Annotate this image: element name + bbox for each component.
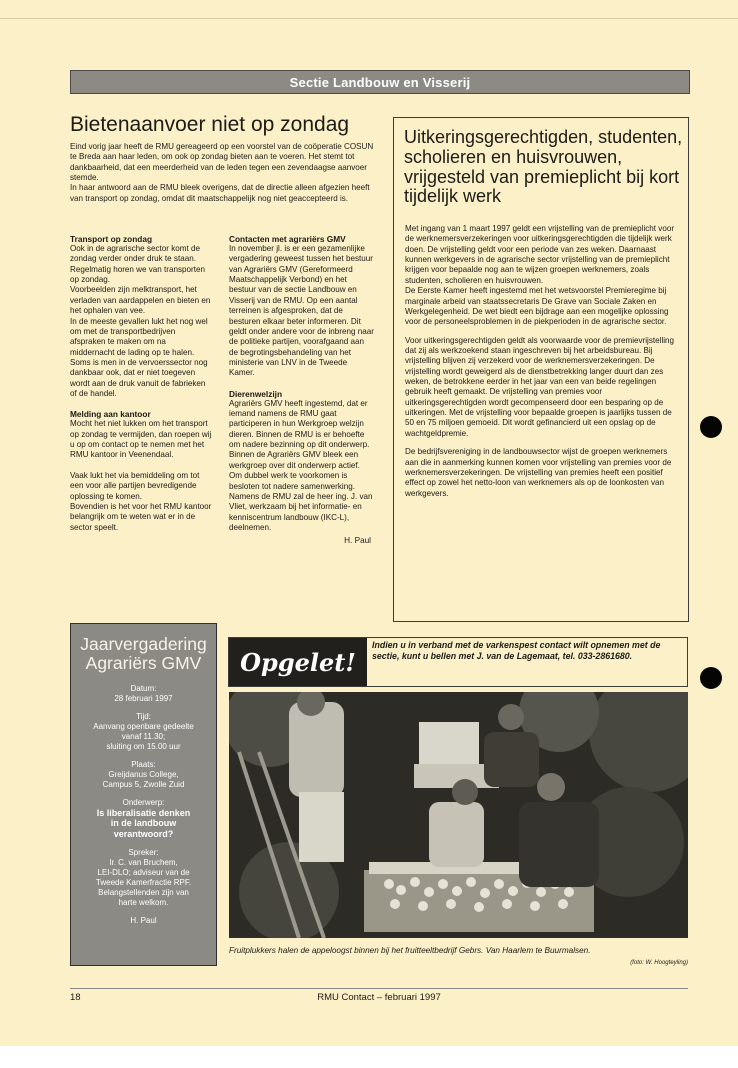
meeting-speaker: Ir. C. van Bruchem, LEI-DLO; adviseur van de Tweede Kamerfractie RPF. Belangstellenden zijn van harte welkom.: [95, 858, 192, 908]
paragraph: Ook in de agrarische sector komt de zondag verder onder druk te staan. Regelmatig horen we van transporten op zondag. Voorbeelden zijn melktransport, het verladen van aardappelen en bieten en het ophalen van vee. In de meeste gevallen lukt het nog wel om met de transportbedrijven afspraken te maken om na middernacht de lading op te halen. Soms is men in de vervoerssector nog dankbaar ook, dat er niet toegeven wordt aan de druk vanuit de fabrieken of de handel.: [70, 244, 211, 399]
paragraph: Met ingang van 1 maart 1997 geldt een vrijstelling van de premieplicht voor de werknemersverzekeringen voor uitkeringsgerechtigden die tijdelijk werk doen. De vrijstelling geldt voor een periode van zes weken. Daarnaast kunnen werkgevers in de agrarische sector vrijstelling van de premieplicht krijgen voor bepaalde nog aan te wijzen groepen werknemers, zoals studenten, scholieren en huisvrouwen. De Eerste Kamer heeft ingestemd met het wetsvoorstel Premieregime bij marginale arbeid van staatssecretaris De Grave van Sociale Zaken en Werkgelegenheid. De wet biedt een bijdrage aan een mogelijke oplossing voor de personeelsproblemen in de piekperioden in de agrarische sector.: [405, 224, 675, 327]
paragraph: In november jl. is er een gezamenlijke vergadering geweest tussen het bestuur van Agrariërs GMV (Gereformeerd Maatschappelijk Verbond) en het bestuur van de sectie Landbouw en Visserij van de RMU. Op een aantal terreinen is afgesproken, dat de besturen elkaar beter informeren. Dit geldt onder andere voor de inbreng naar de politieke partijen, voorafgaand aan de begrotingsbehandeling van het ministerie van LNV in de Tweede Kamer.: [229, 244, 374, 378]
subheading: Dierenwelzijn: [229, 388, 283, 399]
section-header: Sectie Landbouw en Visserij: [70, 70, 690, 94]
scan-border: [0, 1046, 738, 1068]
article-signature: H. Paul: [344, 536, 371, 546]
article-column-2: [229, 234, 375, 545]
meeting-date-label: Datum:: [130, 683, 157, 693]
publication-footer: RMU Contact – februari 1997: [317, 992, 441, 1003]
photo-caption: Fruitplukkers halen de appeloogst binnen bij het fruitteeltbedrijf Gebrs. Van Haarlem te Buurmalsen.: [229, 946, 591, 955]
notice-text: Indien u in verband met de varkenspest contact wilt opnemen met de sectie, kunt u bellen met J. van de Lagemaat, tel. 033-2861680.: [372, 640, 661, 662]
article-intro: Eind vorig jaar heeft de RMU gereageerd op een voorstel van de coöperatie COSUN te Breda aan haar leden, om ook op zondag bieten aan te voeren. Het stemt tot dankbaarheid, dat een meerderheid van de leden tegen een zevendaagse aanvoer stemde. In haar antwoord aan de RMU bleek overigens, dat de directie alleen afgezien heeft van transport op zondag, omdat dit maatschappelijk nog niet geaccepteerd is.: [70, 142, 374, 203]
meeting-signature: H. Paul: [130, 916, 157, 926]
boxed-article-title: Uitkeringsgerechtigden, studenten, scholieren en huisvrouwen, vrijgesteld van premieplicht bij kort tijdelijk werk: [404, 127, 683, 207]
footer-divider: [70, 988, 688, 989]
meeting-place-label: Plaats:: [131, 759, 156, 769]
top-divider: [0, 18, 738, 19]
meeting-date: 28 februari 1997: [114, 693, 173, 703]
punch-hole: [700, 667, 722, 689]
paragraph: De bedrijfsvereniging in de landbouwsector wijst de groepen werknemers aan die in aanmerking kunnen komen voor vrijstelling van premies voor de werknemersverzekeringen. De vrijstelling van premies heeft een positief effect op zowel het netto-loon van werknemers als op de loonkosten van werkgevers.: [405, 447, 672, 498]
meeting-topic-label: Onderwerp:: [122, 797, 165, 807]
meeting-topic: Is liberalisatie denken in de landbouw verantwoord?: [96, 807, 191, 840]
paragraph: Vaak lukt het via bemiddeling om tot een voor alle partijen bevredigende oplossing te komen. Bovendien is het voor het RMU kantoor belangrijk om te weten wat er in de sector speelt.: [70, 470, 212, 532]
photo-credit: (foto: W. Hoogteyling): [630, 960, 688, 966]
opgelet-logo: Opgelet!: [229, 638, 367, 686]
meeting-place: Greijdanus College, Campus 5, Zwolle Zuid: [102, 769, 185, 789]
meeting-title: Jaarvergadering Agrariërs GMV: [80, 634, 207, 674]
subheading: Contacten met agrariërs GMV: [229, 234, 346, 244]
meeting-speaker-label: Spreker:: [128, 848, 159, 858]
article-column-1: [70, 234, 212, 533]
paragraph: Voor uitkeringsgerechtigden geldt als voorwaarde voor de premievrijstelling dat zij als werkzoekend staan ingeschreven bij het arbeidsbureau. Bij vrijstelling blijven zij verzekerd voor de werknemersverzekeringen. De vrijstelling wordt geweigerd als de dienstbetrekking langer duurt dan zes weken, de betrokkene eerder in het jaar van een van beide regelingen gebruik heeft gemaakt. De vrijstelling van premies voor uitkeringsgerechtigden wordt gecompenseerd door een besparing op de uitkeringen. Met de vrijstelling voor bepaalde groepen is jaarlijks tussen de 50 en 75 miljoen gemoeid. Dit wordt gefinancierd uit een opslag op de wachtgeldpremie.: [405, 335, 675, 438]
meeting-time-label: Tijd:: [136, 711, 151, 721]
meeting-announcement-box: [70, 623, 217, 966]
boxed-article-body: [405, 224, 681, 499]
subheading: Transport op zondag: [70, 234, 153, 244]
paragraph: Agrariërs GMV heeft ingestemd, dat er iemand namens de RMU gaat participeren in hun Werkgroep welzijn dieren. Binnen de RMU is er behoefte om nadere bezinning op dit onderwerp. Binnen de Agrariërs GMV bleek een werkgroep over dit onderwerp actief. Om dubbel werk te voorkomen is besloten tot nadere samenwerking. Namens de RMU zal de heer ing. J. van Vliet, werkzaam bij het informatie- en kenniscentrum landbouw (IKC-L), deelnemen.: [229, 398, 373, 532]
paragraph: Mocht het niet lukken om het transport op zondag te vermijden, dan roepen wij u op om contact op te nemen met het RMU kantoor in Veenendaal.: [70, 419, 212, 460]
subheading: Melding aan kantoor: [70, 409, 151, 420]
page-number: 18: [70, 992, 81, 1003]
orchard-photo: [229, 692, 688, 938]
article-title: Bietenaanvoer niet op zondag: [70, 113, 350, 136]
meeting-time: Aanvang openbare gedeelte vanaf 11.30; sluiting om 15.00 uur: [93, 721, 194, 751]
punch-hole: [700, 416, 722, 438]
